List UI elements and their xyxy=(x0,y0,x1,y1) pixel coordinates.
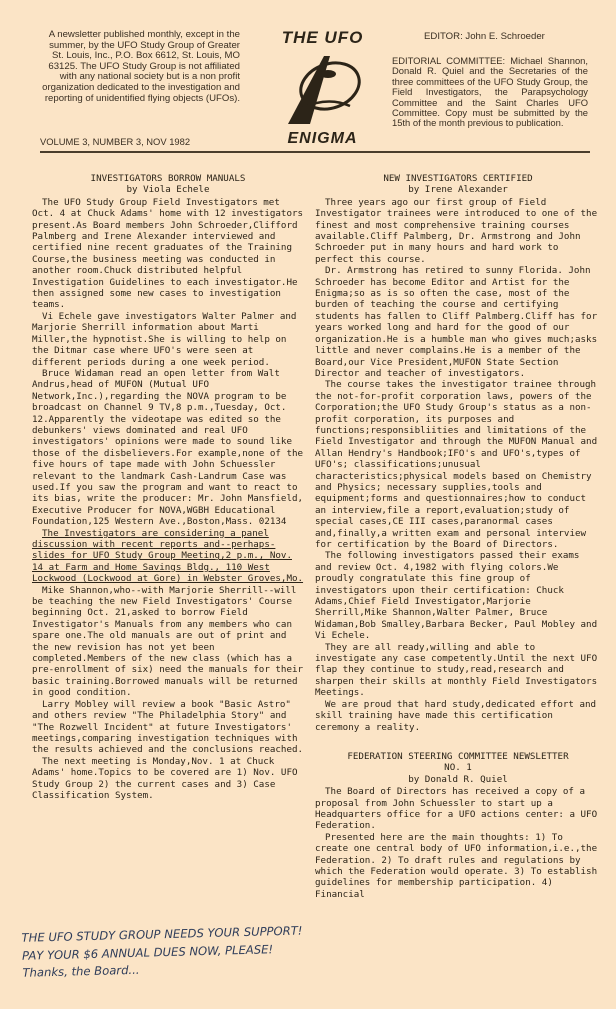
paragraph: Presented here are the main thoughts: 1) To create one central body of UFO information,i.e.,the Federation. 2) To draft rules and regulations by which the Federation would operate. 3) To establish guidelines for membership participation. 4) Financial xyxy=(315,831,598,900)
masthead-rule xyxy=(40,151,590,153)
article-byline: by Irene Alexander xyxy=(408,184,508,196)
left-column xyxy=(32,173,304,801)
article-number: NO. 1 xyxy=(444,762,472,774)
paragraph: Larry Mobley will review a book "Basic Astro" and others review "The Philadelphia Story" and "The Rozwell Incident" at future Investigators' meetings,comparing investigation techniques with the results achieved and the conclusions reached. xyxy=(32,698,304,756)
article-title: INVESTIGATORS BORROW MANUALS xyxy=(90,173,246,184)
newsletter-title-bottom: ENIGMA xyxy=(287,130,358,147)
paragraph: The following investigators passed their exams and review Oct. 4,1982 with flying colors.We proudly congratulate this fine group of investigators upon their certification: Chuck Adams,Chief Field Investigator,Marjorie Sherrill,Mike Shannon,Walter Palmer, Bruce Widaman,Bob Smalley,Barbara Becker, Paul Mobley and Vi Echele. xyxy=(315,550,598,642)
article-title: NEW INVESTIGATORS CERTIFIED xyxy=(383,173,533,184)
logo-icon xyxy=(280,48,368,128)
article-byline: by Donald R. Quiel xyxy=(408,773,508,785)
paragraph: The next meeting is Monday,Nov. 1 at Chuck Adams' home.Topics to be covered are 1) Nov. UFO Study Group 2) the current cases and 3) Case Classification System. xyxy=(32,755,298,801)
editor-line: EDITOR: John E. Schroeder xyxy=(424,31,545,42)
newsletter-title-top: THE UFO xyxy=(281,28,364,47)
paragraph: They are all ready,willing and able to investigate any case competently.Until the next UFO flap they continue to study,read,research and sharpen their skills at monthly Field Investigators Meetings. xyxy=(315,641,598,699)
article-title: FEDERATION STEERING COMMITTEE NEWSLETTER xyxy=(347,750,569,762)
article-byline: by Viola Echele xyxy=(126,184,210,196)
paragraph: Dr. Armstrong has retired to sunny Florida. John Schroeder has become Editor and Artist for the Enigma;so as is so often the case, most of the burden of teaching the course and certifying students has fallen to Cliff Palmberg.Cliff has for years worked long and hard for the good of our organization.He is a humble man who gives much;asks little and never complains.He is a member of the Board,our Vice President,MUFON State Section Director and teacher of investigators. xyxy=(315,265,598,379)
masthead-intro: A newsletter published monthly, except in the summer, by the UFO Study Group of Greater St. Louis, Inc., P.O. Box 6612, St. Louis, MO 63125. The UFO Study Group is not affiliated with any national society but is a non profit organization dedicated to the investigation and reporting of unidentified flying objects (UFOs). xyxy=(42,29,240,104)
volume-line: VOLUME 3, NUMBER 3, NOV 1982 xyxy=(40,136,191,147)
paragraph: Vi Echele gave investigators Walter Palmer and Marjorie Sherrill information about Marti Miller,the hypnotist.She is willing to help on the Ditmar case where UFO's were seen at different periods during a one week period. xyxy=(32,310,297,368)
paragraph: The UFO Study Group Field Investigators met Oct. 4 at Chuck Adams' home with 12 investigators present.As Board members John Schroeder,Clifford Palmberg and Irene Alexander interviewed and certified nine recent graduates of the Training Course,the business meeting was conducted in another room.Chuck distributed helpful Investigation Guidelines to each investigator.He then assigned some new cases to investigation teams. xyxy=(32,196,304,311)
right-column xyxy=(315,173,601,900)
paragraph: The course takes the investigator trainee through the not-for-profit corporation laws, powers of the Corporation;the UFO Study Group's status as a non-profit corporation, its purposes and functions;responsibliities and limitations of the Field Investigator and through the MUFON Manual and Allan Hendry's Handbook;IFO's and UFO's,types of UFO's; classifications;unusual characteristics;physical models based on Chemistry and Physics; necessary supplies,tools and equipment;forms and questionnaires;how to conduct an interview,file a report,evaluation;study of special cases,CE III cases,paranormal cases and,finally,a written exam and personal interview for certification by the Board of Directors. xyxy=(315,379,598,550)
paragraph: The Board of Directors has received a copy of a proposal from John Schuessler to start up a Headquarters office for a UFO actions center: a UFO Federation. xyxy=(315,786,598,832)
paragraph: We are proud that hard study,dedicated effort and skill training have made this certification ceremony a reality. xyxy=(315,698,597,733)
paragraph: Three years ago our first group of Field Investigator trainees were introduced to one of the finest and most comprehensive training courses available.Cliff Palmberg, Dr. Armstrong and John Schroeder put in many hours and hard work to perfect this course. xyxy=(315,196,598,265)
paragraph: Bruce Widaman read an open letter from Walt Andrus,head of MUFON (Mutual UFO Network,Inc.),regarding the NOVA program to be broadcast on Channel 9 TV,8 p.m.,Tuesday, Oct. 12.Apparently the videotape was edited so the debunkers' views dominated and real UFO investigators' opinions were made to sound like those of the disbelievers.For example,none of the five hours of tape made with John Schuessler relevant to the landmark Cash-Landrum Case was used.If you saw the program and want to react to its bias, write the producer: Mr. John Mansfield, Executive Producer for NOVA,WGBH Educational Foundation,125 Western Ave.,Boston,Mass. 02134 xyxy=(32,367,304,528)
editorial-committee: EDITORIAL COMMITTEE: Michael Shannon, Donald R. Quiel and the Secretaries of the three committees of the UFO Study Group, the Field Investigators, the Parapsychology Committee and the Saint Charles UFO Committee. Copy must be submitted by the 15th of the month previous to publication. xyxy=(392,55,588,129)
underlined-paragraph: The Investigators are considering a panel discussion with recent reports and--perhaps-slides for UFO Study Group Meeting,2 p.m., Nov. 14 at Farm and Home Savings Bldg., 110 West Lockwood (Lockwood at Gore) in Webster Groves,Mo. xyxy=(32,527,304,585)
paragraph: Mike Shannon,who--with Marjorie Sherrill--will be teaching the new Field Investigators' Course beginning Oct. 21,asked to borrow Field Investigator's Manuals from any members who can spare one.The old manuals are out of print and the new revision has not yet been completed.Members of the new class (which has a pre-enrollment of six) need the manuals for their basic training.Borrowed manuals will be returned in good condition. xyxy=(32,584,304,699)
handwritten-note: THE UFO STUDY GROUP NEEDS YOUR SUPPORT! PAY YOUR $6 ANNUAL DUES NOW, PLEASE! Thanks, the Board... xyxy=(21,923,303,980)
